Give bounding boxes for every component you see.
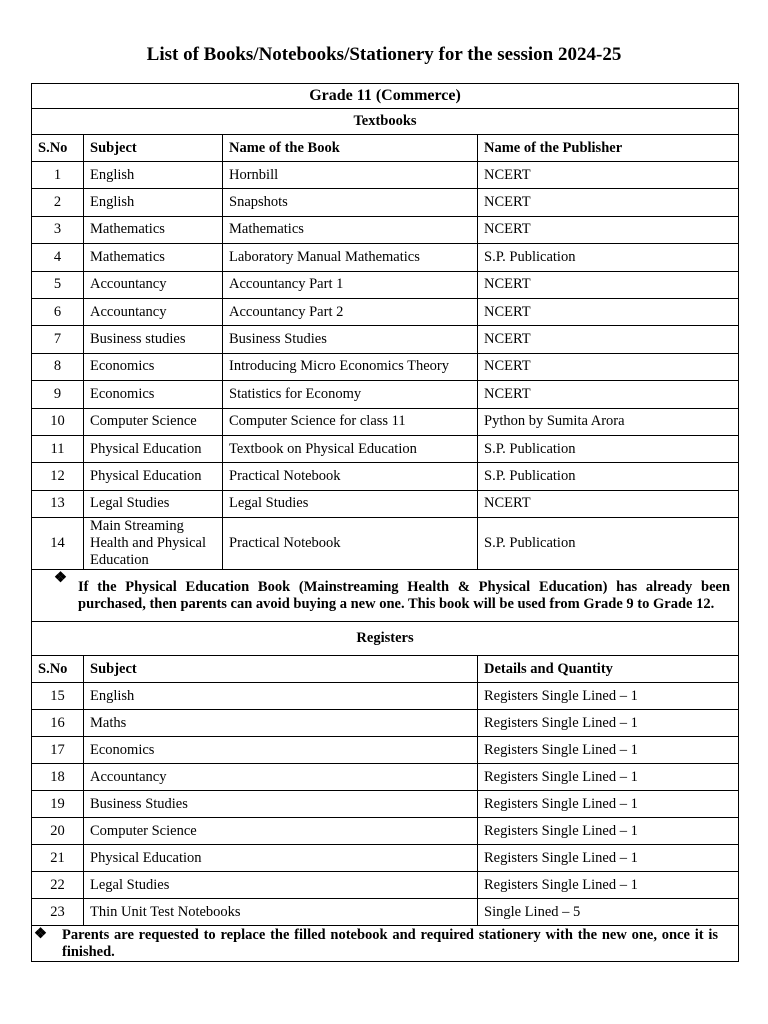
bullet-icon: ❖ <box>34 926 47 943</box>
table-cell: 13 <box>32 490 84 517</box>
column-header: S.No <box>32 656 84 683</box>
table-cell: Physical Education <box>84 845 478 872</box>
table-row <box>32 435 739 462</box>
table-cell: Physical Education <box>84 463 223 490</box>
table-cell: Business studies <box>84 326 223 353</box>
table-row <box>32 326 739 353</box>
table-cell: Accountancy Part 2 <box>223 298 478 325</box>
table-cell: Mathematics <box>84 244 223 271</box>
table-row <box>32 271 739 298</box>
table-cell: 3 <box>32 216 84 243</box>
table-cell: Legal Studies <box>223 490 478 517</box>
table-cell: Registers Single Lined – 1 <box>478 710 739 737</box>
table-cell: NCERT <box>478 271 739 298</box>
table-cell: Business Studies <box>223 326 478 353</box>
column-header: S.No <box>32 135 84 162</box>
registers-heading: Registers <box>32 622 739 656</box>
table-cell: 16 <box>32 710 84 737</box>
table-row <box>32 872 739 899</box>
table-cell: S.P. Publication <box>478 463 739 490</box>
table-cell: NCERT <box>478 326 739 353</box>
textbooks-header-row <box>32 135 739 162</box>
table-cell: Registers Single Lined – 1 <box>478 764 739 791</box>
table-cell: Textbook on Physical Education <box>223 435 478 462</box>
table-row <box>32 518 739 570</box>
table-cell: 10 <box>32 408 84 435</box>
table-cell: Business Studies <box>84 791 478 818</box>
table-cell: Economics <box>84 353 223 380</box>
table-row <box>32 298 739 325</box>
table-cell: NCERT <box>478 298 739 325</box>
textbooks-heading: Textbooks <box>32 109 739 135</box>
table-cell: Introducing Micro Economics Theory <box>223 353 478 380</box>
table-cell: 12 <box>32 463 84 490</box>
registers-header-row <box>32 656 739 683</box>
textbooks-heading-row <box>32 109 739 135</box>
table-cell: 6 <box>32 298 84 325</box>
table-cell: Accountancy Part 1 <box>223 271 478 298</box>
table-cell: NCERT <box>478 490 739 517</box>
column-header: Name of the Book <box>223 135 478 162</box>
column-header: Details and Quantity <box>478 656 739 683</box>
table-cell: 19 <box>32 791 84 818</box>
table-cell: Mathematics <box>84 216 223 243</box>
table-cell: Accountancy <box>84 764 478 791</box>
table-cell: English <box>84 189 223 216</box>
table-cell: Computer Science <box>84 818 478 845</box>
table-row <box>32 490 739 517</box>
column-header: Subject <box>84 135 223 162</box>
table-cell: Python by Sumita Arora <box>478 408 739 435</box>
book-list-table <box>31 83 739 962</box>
table-cell: 8 <box>32 353 84 380</box>
column-header: Name of the Publisher <box>478 135 739 162</box>
table-cell: Hornbill <box>223 162 478 189</box>
table-cell: 21 <box>32 845 84 872</box>
table-row <box>32 381 739 408</box>
table-cell: 14 <box>32 518 84 570</box>
table-cell: English <box>84 162 223 189</box>
table-cell: Registers Single Lined – 1 <box>478 683 739 710</box>
textbooks-note-row <box>32 570 739 622</box>
table-cell: Physical Education <box>84 435 223 462</box>
table-cell: Practical Notebook <box>223 463 478 490</box>
table-cell: S.P. Publication <box>478 435 739 462</box>
note-text: If the Physical Education Book (Mainstreaming Health & Physical Education) has already been purchased, then parents can avoid buying a new one. This book will be used from Grade 9 to Grade 12. <box>78 578 731 612</box>
table-row <box>32 463 739 490</box>
table-cell: 4 <box>32 244 84 271</box>
table-cell: Accountancy <box>84 298 223 325</box>
registers-note-row <box>32 926 739 962</box>
table-cell: Mathematics <box>223 216 478 243</box>
table-cell: Computer Science for class 11 <box>223 408 478 435</box>
table-row <box>32 353 739 380</box>
table-cell: Thin Unit Test Notebooks <box>84 899 478 926</box>
page-title: List of Books/Notebooks/Stationery for the session 2024-25 <box>146 44 622 65</box>
table-cell: NCERT <box>478 162 739 189</box>
table-row <box>32 845 739 872</box>
table-cell: 2 <box>32 189 84 216</box>
table-cell: Legal Studies <box>84 490 223 517</box>
table-row <box>32 162 739 189</box>
table-cell: Statistics for Economy <box>223 381 478 408</box>
table-cell: Snapshots <box>223 189 478 216</box>
grade-heading: Grade 11 (Commerce) <box>32 84 739 109</box>
table-row <box>32 737 739 764</box>
table-cell: Registers Single Lined – 1 <box>478 872 739 899</box>
table-cell: NCERT <box>478 216 739 243</box>
table-cell: Main Streaming Health and Physical Education <box>84 518 223 570</box>
table-cell: NCERT <box>478 353 739 380</box>
table-cell: Legal Studies <box>84 872 478 899</box>
table-cell: Registers Single Lined – 1 <box>478 818 739 845</box>
table-cell: NCERT <box>478 189 739 216</box>
table-row <box>32 764 739 791</box>
table-cell: 20 <box>32 818 84 845</box>
table-cell: Economics <box>84 737 478 764</box>
column-header: Subject <box>84 656 478 683</box>
table-cell: 23 <box>32 899 84 926</box>
grade-row <box>32 84 739 109</box>
table-cell: 11 <box>32 435 84 462</box>
table-row <box>32 710 739 737</box>
table-cell: Accountancy <box>84 271 223 298</box>
table-cell: 1 <box>32 162 84 189</box>
table-row <box>32 791 739 818</box>
table-cell: Practical Notebook <box>223 518 478 570</box>
table-cell: 17 <box>32 737 84 764</box>
table-cell: Computer Science <box>84 408 223 435</box>
table-cell: Registers Single Lined – 1 <box>478 845 739 872</box>
table-cell: Economics <box>84 381 223 408</box>
table-row <box>32 189 739 216</box>
table-row <box>32 216 739 243</box>
table-cell: Laboratory Manual Mathematics <box>223 244 478 271</box>
table-cell: 22 <box>32 872 84 899</box>
table-cell: S.P. Publication <box>478 244 739 271</box>
note-text: Parents are requested to replace the filled notebook and required stationery with the new one, once it is finished. <box>62 926 719 960</box>
table-cell: 9 <box>32 381 84 408</box>
registers-heading-row <box>32 622 739 656</box>
table-cell: S.P. Publication <box>478 518 739 570</box>
table-row <box>32 818 739 845</box>
registers-note <box>32 926 739 962</box>
bullet-icon: ❖ <box>54 570 67 587</box>
table-row <box>32 683 739 710</box>
table-row <box>32 408 739 435</box>
table-cell: 7 <box>32 326 84 353</box>
table-cell: English <box>84 683 478 710</box>
table-row <box>32 244 739 271</box>
table-row <box>32 899 739 926</box>
table-cell: Registers Single Lined – 1 <box>478 791 739 818</box>
table-cell: 18 <box>32 764 84 791</box>
table-cell: Registers Single Lined – 1 <box>478 737 739 764</box>
table-cell: 15 <box>32 683 84 710</box>
table-cell: Maths <box>84 710 478 737</box>
textbooks-note <box>32 570 739 622</box>
table-cell: NCERT <box>478 381 739 408</box>
table-cell: Single Lined – 5 <box>478 899 739 926</box>
table-cell: 5 <box>32 271 84 298</box>
